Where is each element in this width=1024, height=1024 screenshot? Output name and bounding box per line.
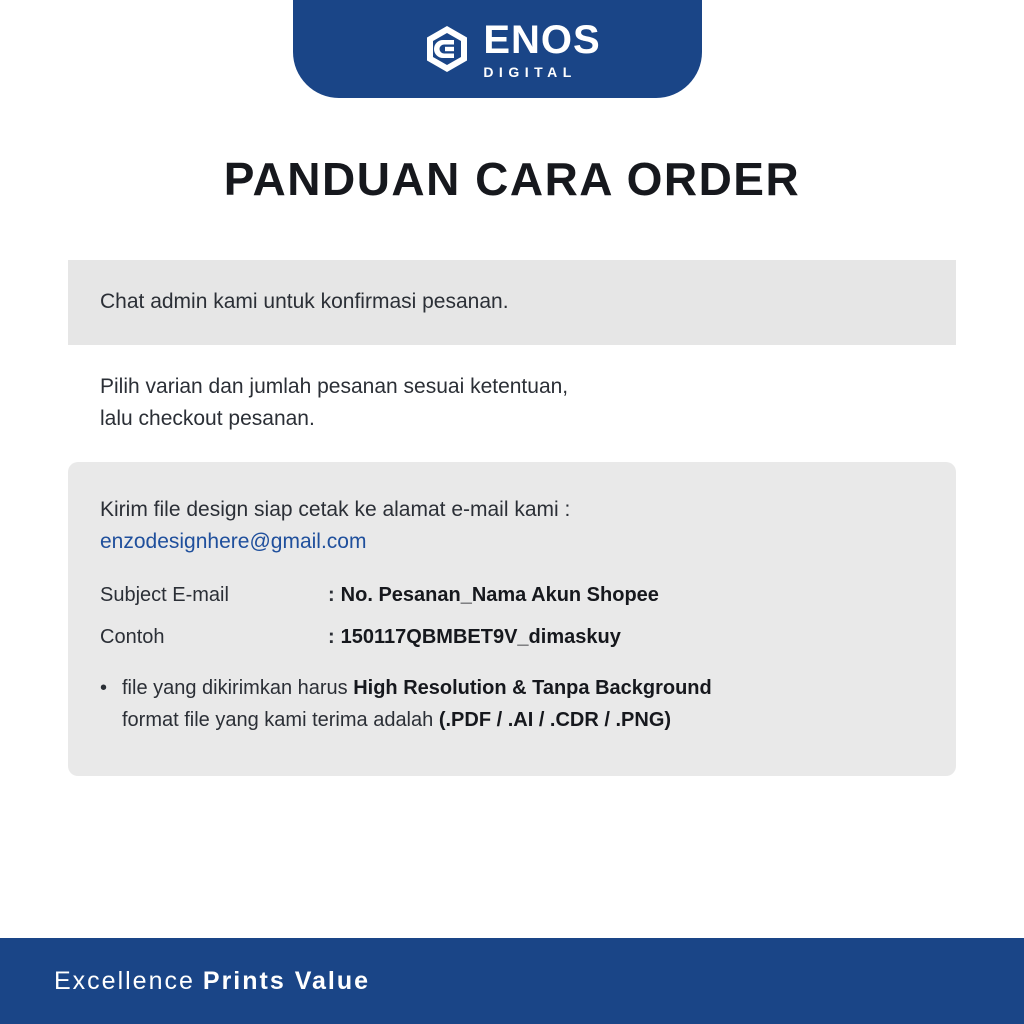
email-detail-row <box>100 580 924 610</box>
brand-name: ENOS <box>483 17 601 62</box>
subject-label: Subject E-mail <box>100 583 229 606</box>
subject-value: No. Pesanan_Nama Akun Shopee <box>340 583 659 606</box>
colon-separator: : <box>328 583 335 606</box>
contoh-label: Contoh <box>100 625 165 648</box>
brand-logo <box>0 0 1024 98</box>
requirement-line-2-bold: (.PDF / .AI / .CDR / .PNG) <box>438 708 672 731</box>
step-2-line-1: Pilih varian dan jumlah pesanan sesuai ketentuan, <box>100 374 569 398</box>
step-item-1 <box>68 260 956 345</box>
requirement-line-1-bold: High Resolution & Tanpa Background <box>353 676 712 699</box>
email-address-link[interactable]: enzodesignhere@gmail.com <box>100 529 367 553</box>
page-title: PANDUAN CARA ORDER <box>223 153 801 205</box>
footer-tagline <box>54 967 370 996</box>
email-detail-row <box>100 622 924 652</box>
enos-hexagon-e-icon <box>423 25 471 73</box>
email-detail-list <box>100 580 924 652</box>
requirement-line-2-prefix: format file yang kami terima adalah <box>122 708 439 731</box>
step-2-line-2: lalu checkout pesanan. <box>100 407 315 431</box>
contoh-value: 150117QBMBET9V_dimaskuy <box>340 625 621 648</box>
colon-separator: : <box>328 625 335 648</box>
requirement-line-1-prefix: file yang dikirimkan harus <box>122 676 354 699</box>
file-requirements-bullet <box>100 672 924 736</box>
email-intro-text: Kirim file design siap cetak ke alamat e-mail kami : <box>100 497 571 521</box>
brand-wordmark <box>483 17 601 80</box>
brand-subtitle: DIGITAL <box>483 63 577 80</box>
step-item-2 <box>68 345 956 462</box>
step-item-3 <box>68 462 956 776</box>
page-header <box>0 0 1024 98</box>
footer-tagline-light: Excellence <box>54 966 195 995</box>
step-1-line-1: Chat admin kami untuk konfirmasi pesanan. <box>100 290 509 313</box>
footer-tagline-bold: Prints Value <box>202 966 371 995</box>
file-requirements-text <box>122 672 712 736</box>
page-footer <box>0 938 1024 1024</box>
bullet-dot-icon: • <box>100 676 108 699</box>
steps-container <box>68 260 956 776</box>
